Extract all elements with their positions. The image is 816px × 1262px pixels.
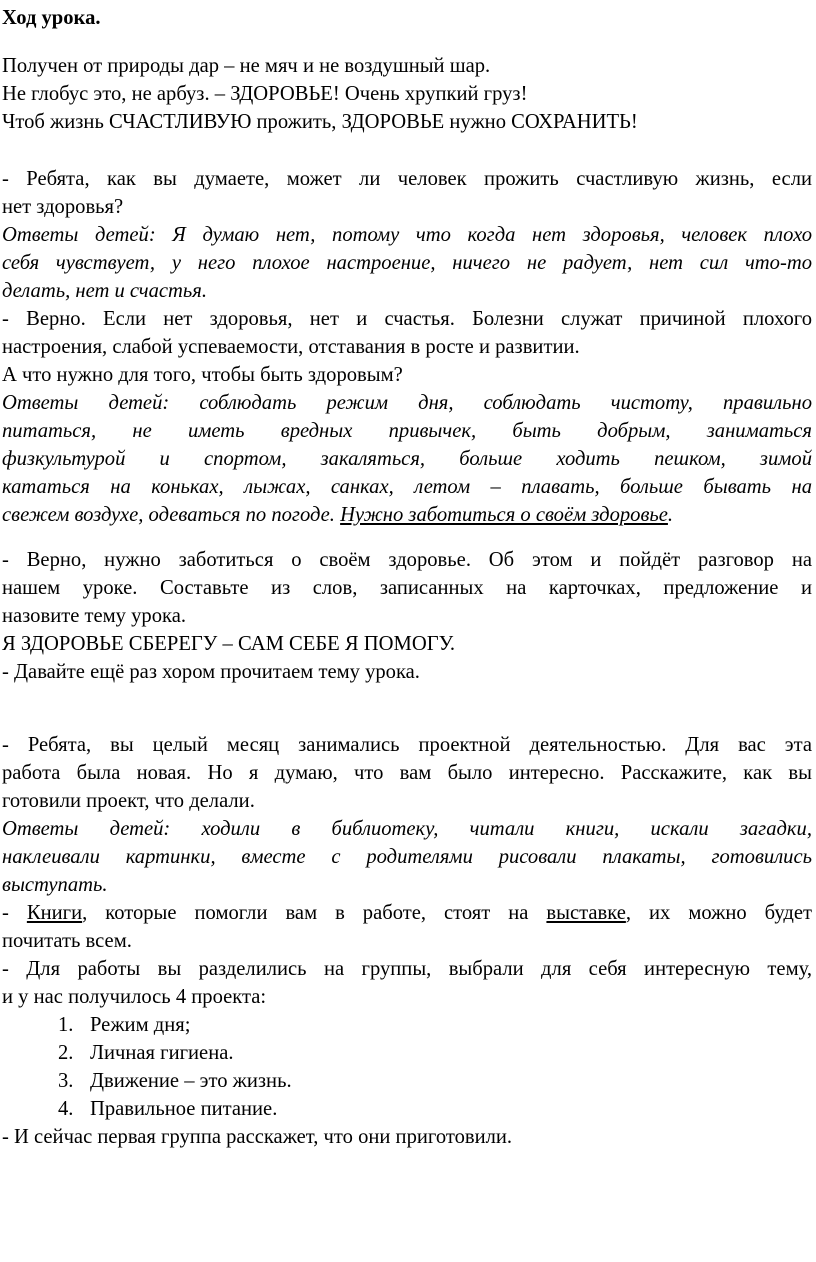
teacher-speech-line: - Верно. Если нет здоровья, нет и счастья. Болезни служат причиной плохого bbox=[2, 308, 812, 330]
children-answer-line: делать, нет и счастья. bbox=[2, 280, 208, 302]
dash: - bbox=[2, 902, 27, 924]
children-answer-line: Ответы детей: соблюдать режим дня, соблюдать чистоту, правильно bbox=[2, 392, 812, 414]
project-list-item bbox=[58, 1011, 190, 1040]
teacher-speech-line: готовили проект, что делали. bbox=[2, 790, 255, 812]
children-answer-line: себя чувствует, у него плохое настроение, ничего не радует, нет сил что-то bbox=[2, 252, 812, 274]
teacher-speech-line: и у нас получилось 4 проекта: bbox=[2, 986, 267, 1008]
children-answer-line: питаться, не иметь вредных привычек, быть добрым, заниматься bbox=[2, 420, 812, 442]
books-link: Книги bbox=[26, 902, 83, 924]
lesson-heading: Ход урока. bbox=[2, 7, 101, 29]
teacher-speech-line: почитать всем. bbox=[2, 930, 132, 952]
teacher-speech-line: - Давайте ещё раз хором прочитаем тему урока. bbox=[2, 661, 420, 683]
list-text: Движение – это жизнь. bbox=[90, 1070, 292, 1092]
list-number: 1. bbox=[58, 1014, 74, 1036]
poem-line: Не глобус это, не арбуз. – ЗДОРОВЬЕ! Очень хрупкий груз! bbox=[2, 83, 528, 105]
poem-line: Получен от природы дар – не мяч и не воздушный шар. bbox=[2, 55, 491, 77]
teacher-speech-line: нашем уроке. Составьте из слов, записанных на карточках, предложение и bbox=[2, 577, 812, 599]
children-answer-line bbox=[2, 501, 673, 530]
teacher-speech-line: - Верно, нужно заботиться о своём здоровье. Об этом и пойдёт разговор на bbox=[2, 549, 812, 571]
teacher-speech-line: назовите тему урока. bbox=[2, 605, 186, 627]
teacher-speech-line: - Ребята, вы целый месяц занимались проектной деятельностью. Для вас эта bbox=[2, 734, 812, 756]
poem-line: Чтоб жизнь СЧАСТЛИВУЮ прожить, ЗДОРОВЬЕ нужно СОХРАНИТЬ! bbox=[2, 111, 638, 133]
list-text: Личная гигиена. bbox=[90, 1042, 234, 1064]
children-answer-line: выступать. bbox=[2, 874, 108, 896]
teacher-speech-line bbox=[2, 899, 812, 928]
project-list-item bbox=[58, 1039, 234, 1068]
children-answer-line: наклеивали картинки, вместе с родителями рисовали плакаты, готовились bbox=[2, 846, 812, 868]
exhibition-link: выставке bbox=[546, 902, 626, 924]
teacher-speech-line: - Для работы вы разделились на группы, выбрали для себя интересную тему, bbox=[2, 958, 812, 980]
answer-text: свежем воздухе, одеваться по погоде. bbox=[2, 504, 335, 526]
project-list-item bbox=[58, 1095, 277, 1124]
children-answer-line: Ответы детей: Я думаю нет, потому что когда нет здоровья, человек плохо bbox=[2, 224, 812, 246]
children-answer-line: физкультурой и спортом, закаляться, больше ходить пешком, зимой bbox=[2, 448, 812, 470]
lesson-topic: Я ЗДОРОВЬЕ СБЕРЕГУ – САМ СЕБЕ Я ПОМОГУ. bbox=[2, 633, 455, 655]
list-text: Правильное питание. bbox=[90, 1098, 278, 1120]
list-number: 3. bbox=[58, 1070, 74, 1092]
teacher-speech-line: А что нужно для того, чтобы быть здоровым? bbox=[2, 364, 403, 386]
children-answer-line: кататься на коньках, лыжах, санках, летом – плавать, больше бывать на bbox=[2, 476, 812, 498]
teacher-speech-line: настроения, слабой успеваемости, отставания в росте и развитии. bbox=[2, 336, 580, 358]
list-number: 2. bbox=[58, 1042, 74, 1064]
underlined-conclusion: Нужно заботиться о своём здоровье bbox=[340, 504, 668, 526]
answer-period: . bbox=[667, 504, 674, 526]
project-list-item bbox=[58, 1067, 292, 1096]
closing-line: - И сейчас первая группа расскажет, что они приготовили. bbox=[2, 1126, 513, 1148]
speech-text: , которые помогли вам в работе, стоят на bbox=[82, 902, 547, 924]
list-text: Режим дня; bbox=[90, 1014, 191, 1036]
teacher-question-line: нет здоровья? bbox=[2, 196, 124, 218]
children-answer-line: Ответы детей: ходили в библиотеку, читали книги, искали загадки, bbox=[2, 818, 812, 840]
list-number: 4. bbox=[58, 1098, 74, 1120]
teacher-question-line: - Ребята, как вы думаете, может ли человек прожить счастливую жизнь, если bbox=[2, 168, 812, 190]
speech-text: , их можно будет bbox=[625, 902, 812, 924]
teacher-speech-line: работа была новая. Но я думаю, что вам было интересно. Расскажите, как вы bbox=[2, 762, 812, 784]
